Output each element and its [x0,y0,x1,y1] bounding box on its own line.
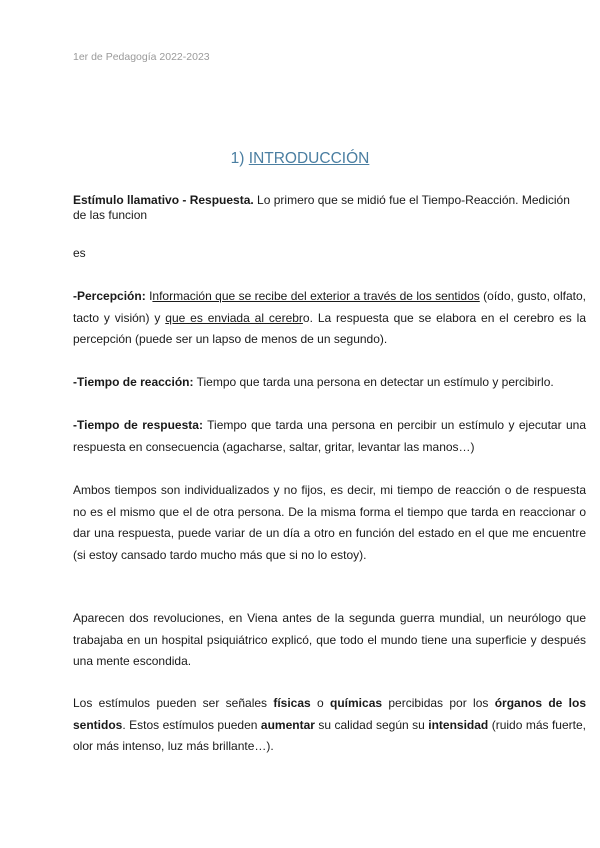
estimulos-t2: o [310,696,331,710]
intro-paragraph [73,193,586,223]
intro-bold: Estímulo llamativo - Respuesta. [73,193,254,207]
estimulos-t5: su calidad según su [314,717,429,732]
respuesta-label: -Tiempo de respuesta: [73,418,203,432]
percepcion-paragraph [73,286,586,351]
percepcion-label: -Percepción: [73,289,146,303]
estimulos-b4: aumentar [260,717,315,732]
estimulos-b5: intensidad [428,717,489,732]
estimulos-t4: . Estos estímulos pueden [122,717,261,732]
estimulos-b1: físicas [273,696,311,710]
es-line: es [73,246,86,260]
respuesta-text: Tiempo que tarda una persona en percibir un estímulo y ejecutar una respuesta en consecuencia (agacharse, saltar, gritar, levantar las manos…) [73,418,586,454]
percepcion-post: o. La respuesta que se elabora en el cerebro es la percepción (puede ser un lapso de menos de un segundo). [73,310,587,346]
estimulos-t3: percibidas por los [382,696,495,710]
document-header: 1er de Pedagogía 2022-2023 [73,51,210,63]
estimulos-t1: Los estímulos pueden ser señales [73,696,274,710]
estimulos-paragraph [73,693,586,758]
revoluciones-paragraph: Aparecen dos revoluciones, en Viena antes de la segunda guerra mundial, un neurólogo que trabajaba en un hospital psiquiátrico explicó, que todo el mundo tiene una superficie y después una mente escondida. [73,611,586,668]
estimulos-t6: (ruido más fuerte, olor más intenso, luz más brillante…). [73,717,586,753]
reaccion-label: -Tiempo de reacción: [73,375,194,389]
intro-text: Lo primero que se midió fue el Tiempo-Reacción. Medición de las funcion [73,193,570,222]
percepcion-pre: I [145,289,153,303]
section-title [0,150,600,168]
section-number: 1) [230,150,249,167]
percepcion-mid: (oído, gusto, olfato, tacto y visión) y [73,289,587,325]
respuesta-paragraph [73,415,586,458]
estimulos-b3: órganos de los sentidos [73,696,586,732]
percepcion-underline-1: nformación que se recibe del exterior a través de los sentidos [152,289,480,303]
estimulos-b2: químicas [330,696,383,710]
percepcion-underline-2: que es enviada al cerebr [165,310,303,325]
ambos-paragraph: Ambos tiempos son individualizados y no fijos, es decir, mi tiempo de reacción o de respuesta no es el mismo que el de otra persona. De la misma forma el tiempo que tarda en reaccionar o dar una respuesta, puede variar de un día a otro en función del estado en el que me encuentre (si estoy cansado tardo mucho más que si no lo estoy). [73,483,586,562]
section-title-text: INTRODUCCIÓN [248,150,370,167]
reaccion-text: Tiempo que tarda una persona en detectar un estímulo y percibirlo. [193,375,554,389]
reaccion-paragraph [73,372,586,394]
